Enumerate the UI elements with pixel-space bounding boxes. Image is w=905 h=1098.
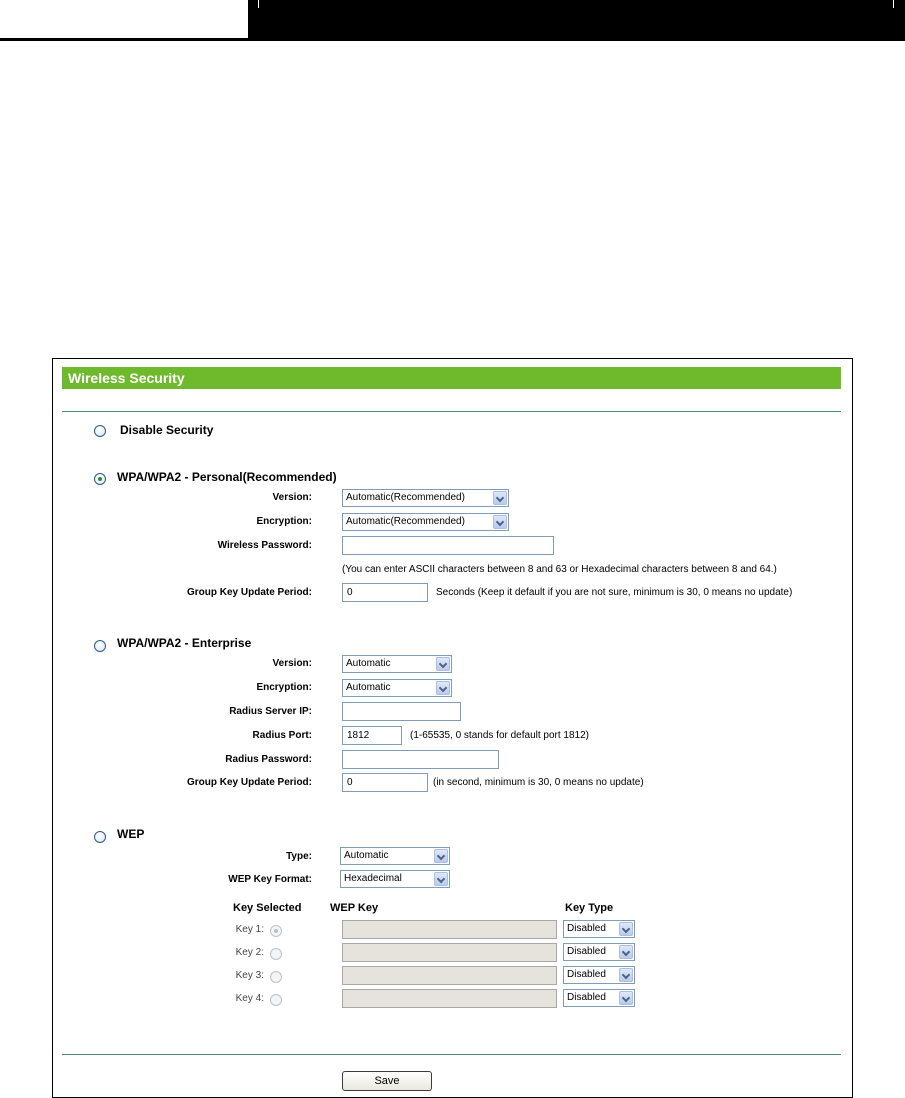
- password-hint: (You can enter ASCII characters between 8 and 63 or Hexadecimal characters between 8 and 64.): [342, 564, 777, 575]
- wireless-password-label: Wireless Password:: [217, 540, 312, 551]
- chevron-down-icon: [493, 491, 507, 505]
- personal-version-select[interactable]: [342, 489, 509, 507]
- key-1-type-select[interactable]: [563, 920, 635, 938]
- top-divider: [62, 411, 841, 412]
- key-4-type-value: Disabled: [567, 992, 606, 1003]
- wpa-personal-label: WPA/WPA2 - Personal(Recommended): [117, 470, 337, 484]
- wpa-enterprise-label: WPA/WPA2 - Enterprise: [117, 636, 252, 650]
- personal-group-key-input[interactable]: 0: [342, 583, 428, 602]
- disable-security-label: Disable Security: [120, 423, 214, 437]
- save-button[interactable]: Save: [342, 1071, 432, 1091]
- wep-key-format-label: WEP Key Format:: [228, 874, 312, 885]
- enterprise-encryption-label: Encryption:: [256, 682, 312, 693]
- wep-label: WEP: [117, 827, 145, 841]
- chevron-down-icon: [619, 945, 633, 959]
- wep-key-format-value: Hexadecimal: [344, 873, 402, 884]
- key-3-input[interactable]: [342, 966, 557, 985]
- key-1-radio[interactable]: [270, 925, 282, 937]
- wep-type-label: Type:: [286, 851, 312, 862]
- key-2-type-value: Disabled: [567, 946, 606, 957]
- wireless-password-input[interactable]: [342, 536, 554, 555]
- chevron-down-icon: [434, 849, 448, 863]
- enterprise-group-key-label: Group Key Update Period:: [186, 777, 312, 788]
- section-title: Wireless Security: [62, 367, 841, 389]
- personal-encryption-select[interactable]: [342, 513, 509, 531]
- wireless-security-panel: [52, 358, 853, 1098]
- key-3-type-value: Disabled: [567, 969, 606, 980]
- chevron-down-icon: [434, 872, 448, 886]
- chevron-down-icon: [619, 968, 633, 982]
- radius-server-ip-input[interactable]: [342, 702, 461, 721]
- radius-server-ip-label: Radius Server IP:: [229, 706, 312, 717]
- personal-encryption-value: Automatic(Recommended): [346, 516, 465, 527]
- radius-port-hint: (1-65535, 0 stands for default port 1812): [410, 730, 590, 741]
- col-wep-key: WEP Key: [330, 902, 379, 914]
- key-1-type-value: Disabled: [567, 923, 606, 934]
- radius-port-label: Radius Port:: [252, 730, 312, 741]
- chevron-down-icon: [619, 922, 633, 936]
- wep-key-format-select[interactable]: [340, 870, 450, 888]
- enterprise-group-key-hint: (in second, minimum is 30, 0 means no update): [433, 777, 644, 788]
- personal-group-key-hint: Seconds (Keep it default if you are not sure, minimum is 30, 0 means no update): [436, 587, 793, 598]
- key-3-type-select[interactable]: [563, 966, 635, 984]
- enterprise-group-key-input[interactable]: 0: [342, 773, 428, 792]
- key-2-radio[interactable]: [270, 948, 282, 960]
- personal-encryption-label: Encryption:: [256, 516, 312, 527]
- chevron-down-icon: [436, 681, 450, 695]
- key-2-label: Key 2:: [235, 947, 264, 958]
- wep-type-select[interactable]: [340, 847, 450, 865]
- disable-security-radio[interactable]: [94, 425, 106, 437]
- key-1-input[interactable]: [342, 920, 557, 939]
- chevron-down-icon: [619, 991, 633, 1005]
- radius-port-input[interactable]: 1812: [342, 726, 402, 745]
- key-1-label: Key 1:: [235, 924, 264, 935]
- enterprise-version-label: Version:: [272, 658, 312, 669]
- personal-group-key-label: Group Key Update Period:: [186, 587, 312, 598]
- wep-type-value: Automatic: [344, 850, 389, 861]
- radius-password-input[interactable]: [342, 750, 499, 769]
- enterprise-version-select[interactable]: [342, 655, 452, 673]
- bottom-divider: [62, 1054, 841, 1055]
- chevron-down-icon: [493, 515, 507, 529]
- key-3-label: Key 3:: [235, 970, 264, 981]
- enterprise-encryption-select[interactable]: [342, 679, 452, 697]
- wpa-enterprise-radio[interactable]: [94, 640, 106, 652]
- wep-radio[interactable]: [94, 831, 106, 843]
- document-header-rule: [0, 38, 905, 41]
- key-4-type-select[interactable]: [563, 989, 635, 1007]
- key-2-type-select[interactable]: [563, 943, 635, 961]
- key-2-input[interactable]: [342, 943, 557, 962]
- header-tick-left: [258, 0, 259, 8]
- document-header-bar: [248, 0, 905, 38]
- wpa-personal-radio[interactable]: [94, 473, 106, 485]
- col-key-selected: Key Selected: [233, 902, 302, 914]
- personal-version-label: Version:: [272, 492, 312, 503]
- col-key-type: Key Type: [565, 902, 614, 914]
- enterprise-encryption-value: Automatic: [346, 682, 391, 693]
- personal-version-value: Automatic(Recommended): [346, 492, 465, 503]
- key-3-radio[interactable]: [270, 971, 282, 983]
- radius-password-label: Radius Password:: [225, 754, 312, 765]
- key-4-label: Key 4:: [235, 993, 264, 1004]
- key-4-input[interactable]: [342, 989, 557, 1008]
- header-tick-right: [893, 0, 894, 8]
- key-4-radio[interactable]: [270, 994, 282, 1006]
- enterprise-version-value: Automatic: [346, 658, 391, 669]
- chevron-down-icon: [436, 657, 450, 671]
